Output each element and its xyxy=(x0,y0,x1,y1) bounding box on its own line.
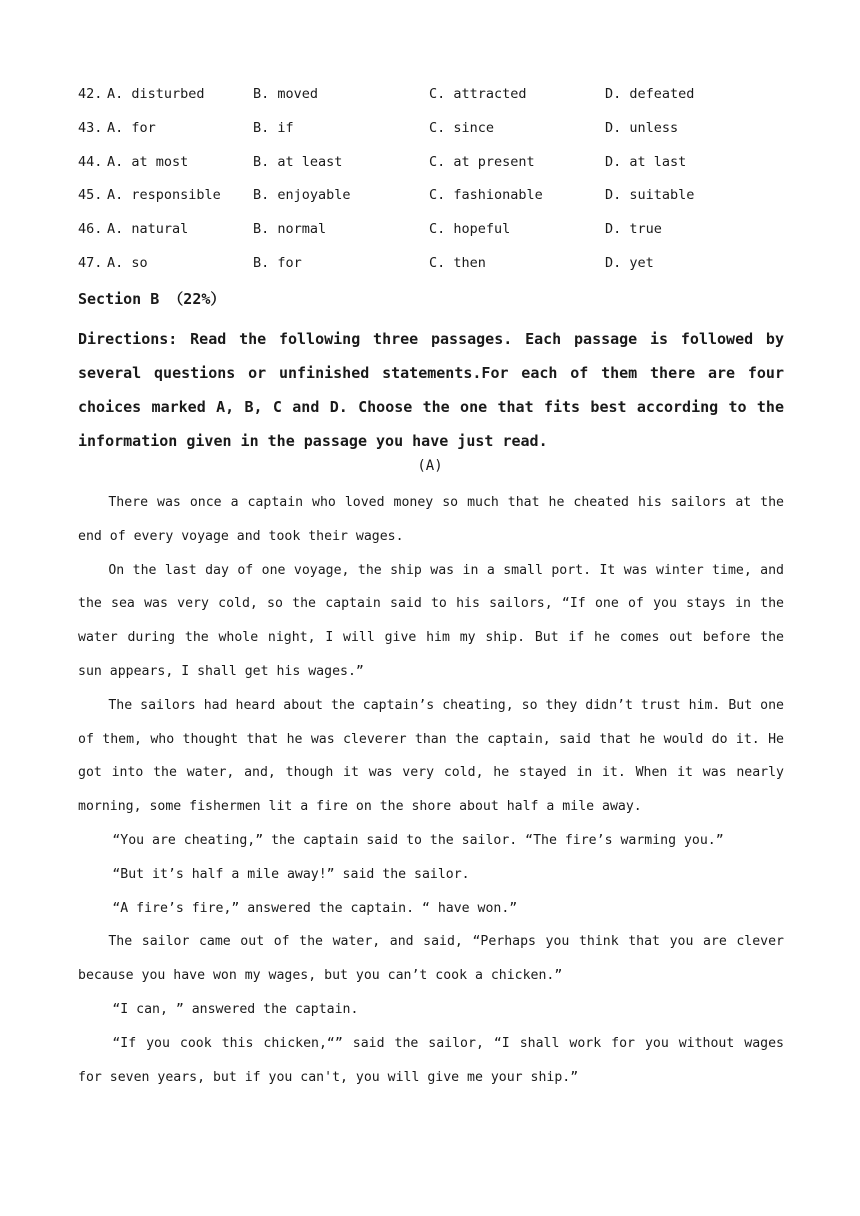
option-d: D. suitable xyxy=(605,187,695,204)
option-b: B. for xyxy=(253,254,302,271)
option-c: C. fashionable xyxy=(429,187,543,204)
question-number: 44. xyxy=(78,153,103,170)
option-b: B. enjoyable xyxy=(253,187,351,204)
option-c: C. hopeful xyxy=(429,221,511,238)
question-number: 46. xyxy=(78,221,103,238)
passage-paragraph: There was once a captain who loved money so much that he cheated his sailors at the end of every voyage and took their wages. xyxy=(78,495,784,544)
option-d: D. at last xyxy=(605,153,687,170)
passage-body xyxy=(78,486,784,1094)
passage-paragraph: On the last day of one voyage, the ship was in a small port. It was winter time, and the sea was very cold, so the captain said to his sailors, “If one of you stays in the water during the whole night, I will give him my ship. But if he comes out before the sun appears, I shall get his wages.” xyxy=(78,562,784,679)
option-d: D. yet xyxy=(605,254,654,271)
option-a: A. responsible xyxy=(107,187,221,204)
option-c: C. since xyxy=(429,119,495,136)
option-d: D. defeated xyxy=(605,86,695,102)
question-number: 42. xyxy=(78,86,103,102)
passage-paragraph: “A fire’s fire,” answered the captain. “ have won.” xyxy=(112,900,518,916)
question-number: 47. xyxy=(78,254,103,271)
option-a: A. for xyxy=(107,119,156,136)
option-a: A. disturbed xyxy=(107,86,205,102)
option-a: A. so xyxy=(107,254,148,271)
directions-text: Directions: Read the following three passages. Each passage is followed by several questions or unfinished statements.For each of them there are four choices marked A, B, C and D. Choose the one that fits best according to the information given in the passage you have just read. xyxy=(78,330,784,450)
option-c: C. at present xyxy=(429,153,535,170)
question-row xyxy=(78,221,788,255)
passage-label: (A) xyxy=(417,458,443,474)
option-b: B. at least xyxy=(253,153,343,170)
passage-paragraph: The sailors had heard about the captain’s cheating, so they didn’t trust him. But one of them, who thought that he was cleverer than the captain, said that he would do it. He got into the water, and, though it was very cold, he stayed in it. When it was nearly morning, some fishermen lit a fire on the shore about half a mile away. xyxy=(78,697,784,815)
option-c: C. then xyxy=(429,254,486,271)
question-row xyxy=(78,255,788,289)
passage-paragraph: “But it’s half a mile away!” said the sailor. xyxy=(112,866,470,882)
option-b: B. moved xyxy=(253,86,319,102)
passage-paragraph: “If you cook this chicken,“” said the sailor, “I shall work for you without wages for seven years, but if you can't, you will give me your ship.” xyxy=(78,1035,784,1085)
question-row xyxy=(78,120,788,154)
option-a: A. natural xyxy=(107,221,189,238)
choice-list xyxy=(78,86,788,289)
passage-paragraph: “I can, ” answered the captain. xyxy=(112,1001,359,1017)
question-row xyxy=(78,154,788,188)
section-title: Section B （22%） xyxy=(78,290,226,308)
option-b: B. if xyxy=(253,119,294,136)
question-row xyxy=(78,86,788,120)
option-d: D. unless xyxy=(605,119,679,136)
option-b: B. normal xyxy=(253,221,327,238)
option-d: D. true xyxy=(605,221,662,238)
question-row xyxy=(78,187,788,221)
option-a: A. at most xyxy=(107,153,189,170)
passage-paragraph: “You are cheating,” the captain said to the sailor. “The fire’s warming you.” xyxy=(112,832,724,848)
passage-paragraph: The sailor came out of the water, and said, “Perhaps you think that you are clever because you have won my wages, but you can’t cook a chicken.” xyxy=(78,934,784,984)
option-c: C. attracted xyxy=(429,86,527,102)
question-number: 43. xyxy=(78,119,103,136)
question-number: 45. xyxy=(78,187,103,204)
